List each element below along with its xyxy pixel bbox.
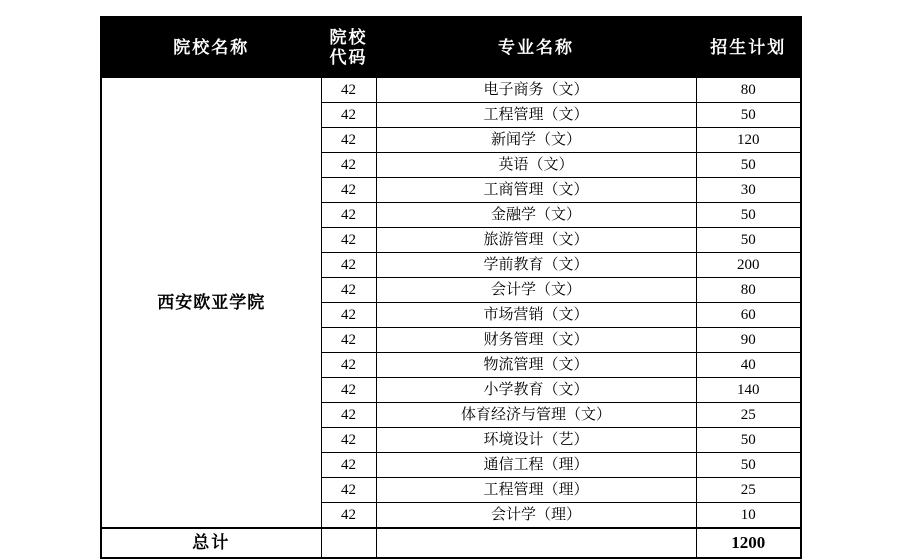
cell-enrollment-plan: 30 bbox=[696, 178, 801, 203]
cell-major-name: 学前教育（文） bbox=[376, 253, 696, 278]
cell-major-name: 金融学（文） bbox=[376, 203, 696, 228]
cell-major-name: 通信工程（理） bbox=[376, 453, 696, 478]
table-body bbox=[101, 78, 801, 559]
cell-major-name: 财务管理（文） bbox=[376, 328, 696, 353]
cell-major-name: 会计学（理） bbox=[376, 503, 696, 529]
cell-enrollment-plan: 25 bbox=[696, 403, 801, 428]
cell-school-code: 42 bbox=[321, 78, 376, 103]
table-row bbox=[101, 78, 801, 103]
table-header bbox=[101, 17, 801, 78]
cell-enrollment-plan: 50 bbox=[696, 428, 801, 453]
cell-major-name: 体育经济与管理（文） bbox=[376, 403, 696, 428]
cell-school-code: 42 bbox=[321, 503, 376, 529]
cell-enrollment-plan: 50 bbox=[696, 453, 801, 478]
cell-enrollment-plan: 50 bbox=[696, 153, 801, 178]
cell-school-code: 42 bbox=[321, 253, 376, 278]
cell-enrollment-plan: 40 bbox=[696, 353, 801, 378]
column-header-code bbox=[321, 17, 376, 78]
cell-enrollment-plan: 140 bbox=[696, 378, 801, 403]
cell-enrollment-plan: 50 bbox=[696, 228, 801, 253]
cell-major-name: 英语（文） bbox=[376, 153, 696, 178]
cell-major-name: 会计学（文） bbox=[376, 278, 696, 303]
cell-major-name: 新闻学（文） bbox=[376, 128, 696, 153]
cell-school-code: 42 bbox=[321, 278, 376, 303]
cell-enrollment-plan: 80 bbox=[696, 278, 801, 303]
column-header-plan: 招生计划 bbox=[696, 17, 801, 78]
cell-enrollment-plan: 120 bbox=[696, 128, 801, 153]
cell-major-name: 工商管理（文） bbox=[376, 178, 696, 203]
cell-major-name: 旅游管理（文） bbox=[376, 228, 696, 253]
cell-major-name: 环境设计（艺） bbox=[376, 428, 696, 453]
cell-school-code: 42 bbox=[321, 203, 376, 228]
cell-school-code: 42 bbox=[321, 128, 376, 153]
cell-enrollment-plan: 10 bbox=[696, 503, 801, 529]
cell-school-code: 42 bbox=[321, 428, 376, 453]
cell-school-code: 42 bbox=[321, 303, 376, 328]
cell-school-code: 42 bbox=[321, 453, 376, 478]
cell-school-name: 西安欧亚学院 bbox=[101, 78, 321, 529]
cell-total-value: 1200 bbox=[696, 528, 801, 558]
cell-school-code: 42 bbox=[321, 403, 376, 428]
cell-total-label: 总计 bbox=[101, 528, 321, 558]
cell-school-code: 42 bbox=[321, 378, 376, 403]
cell-major-name: 工程管理（文） bbox=[376, 103, 696, 128]
cell-major-name: 物流管理（文） bbox=[376, 353, 696, 378]
cell-enrollment-plan: 25 bbox=[696, 478, 801, 503]
cell-school-code: 42 bbox=[321, 353, 376, 378]
cell-enrollment-plan: 80 bbox=[696, 78, 801, 103]
cell-school-code: 42 bbox=[321, 103, 376, 128]
cell-enrollment-plan: 90 bbox=[696, 328, 801, 353]
cell-school-code: 42 bbox=[321, 153, 376, 178]
cell-major-name: 小学教育（文） bbox=[376, 378, 696, 403]
cell-enrollment-plan: 50 bbox=[696, 103, 801, 128]
column-header-major: 专业名称 bbox=[376, 17, 696, 78]
table-header-row bbox=[101, 17, 801, 78]
cell-major-name: 工程管理（理） bbox=[376, 478, 696, 503]
cell-school-code: 42 bbox=[321, 478, 376, 503]
cell-total-major bbox=[376, 528, 696, 558]
cell-enrollment-plan: 200 bbox=[696, 253, 801, 278]
column-header-school: 院校名称 bbox=[101, 17, 321, 78]
table-total-row bbox=[101, 528, 801, 558]
cell-enrollment-plan: 50 bbox=[696, 203, 801, 228]
column-header-code-line2: 代码 bbox=[329, 47, 368, 67]
cell-major-name: 电子商务（文） bbox=[376, 78, 696, 103]
cell-school-code: 42 bbox=[321, 328, 376, 353]
column-header-code-line1: 院校 bbox=[329, 28, 368, 47]
cell-total-code bbox=[321, 528, 376, 558]
cell-enrollment-plan: 60 bbox=[696, 303, 801, 328]
cell-school-code: 42 bbox=[321, 178, 376, 203]
cell-school-code: 42 bbox=[321, 228, 376, 253]
enrollment-plan-table-container bbox=[100, 16, 800, 559]
cell-major-name: 市场营销（文） bbox=[376, 303, 696, 328]
enrollment-plan-table bbox=[100, 16, 802, 559]
